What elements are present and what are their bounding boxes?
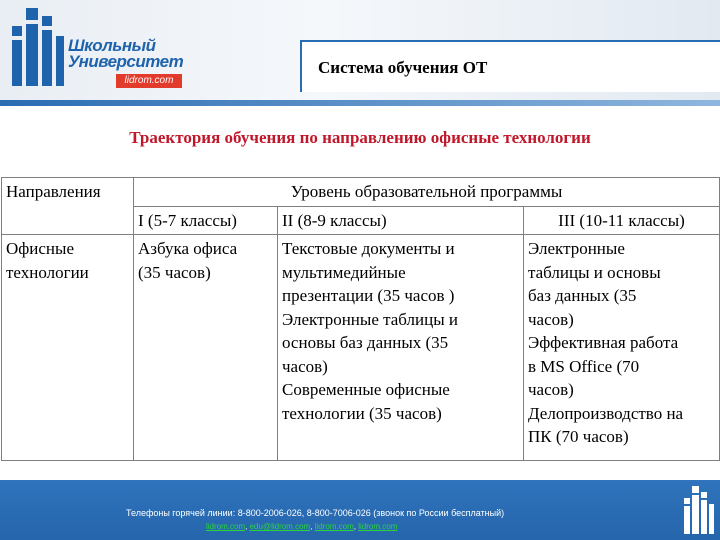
text-line: Эффективная работа: [528, 333, 679, 352]
text-line: Офисные: [6, 239, 74, 258]
text-line: часов): [528, 309, 574, 329]
logo-line-2: Университет: [68, 52, 184, 71]
text-line: Современные офисные: [282, 380, 450, 399]
header-direction: Направления: [2, 178, 134, 235]
system-title: Система обучения ОТ: [318, 58, 488, 77]
logo-domain: lidrom.com: [116, 74, 182, 88]
text-line: мультимедийные: [282, 262, 406, 282]
cell-level-3: [524, 235, 720, 461]
footer-links: [206, 522, 397, 531]
header-accent-line: [0, 100, 720, 106]
page-subtitle: Траектория обучения по направлению офисные технологии: [129, 128, 591, 147]
footer-link[interactable]: lidrom.com: [206, 522, 246, 531]
logo-squares-icon: [8, 6, 68, 92]
cell-level-1: [134, 235, 278, 461]
text-line: Делопроизводство на: [528, 403, 684, 423]
footer-sep: ,: [353, 522, 357, 531]
text-line: Электронные: [528, 239, 625, 258]
header-level-2: II (8-9 классы): [278, 206, 524, 235]
footer-link[interactable]: lidrom.com: [314, 522, 354, 531]
footer-phones: Телефоны горячей линии: 8-800-2006-026, 8-800-7006-026 (звонок по России бесплатный): [126, 508, 505, 518]
text-line: Текстовые документы и: [282, 239, 455, 258]
text-line: в MS Office (70: [528, 356, 640, 376]
footer-sep: ,: [310, 522, 313, 531]
text-line: основы баз данных (35: [282, 333, 449, 352]
header-level-group: Уровень образовательной программы: [134, 178, 720, 207]
footer: [0, 480, 720, 540]
table-header-row-1: [2, 178, 720, 207]
text-line: часов): [282, 356, 328, 376]
text-line: таблицы и основы: [528, 262, 661, 282]
cell-level-2: [278, 235, 524, 461]
learning-trajectory-table: [1, 177, 720, 461]
footer-link[interactable]: edu@lidrom.com: [249, 522, 311, 531]
header-level-3: III (10-11 классы): [524, 206, 720, 235]
footer-sep: ,: [245, 522, 248, 531]
text-line: Электронные таблицы и: [282, 309, 458, 329]
text-line: ПК (70 часов): [528, 427, 629, 446]
table-row: [2, 235, 720, 461]
text-line: технологии: [6, 262, 89, 282]
text-line: Азбука офиса: [138, 239, 238, 258]
logo-line-1: Школьный: [68, 36, 156, 55]
text-line: часов): [528, 380, 574, 399]
system-title-box: [300, 40, 720, 92]
logo-title: [68, 38, 186, 70]
header: [0, 0, 720, 100]
header-level-1: I (5-7 классы): [134, 206, 278, 235]
cell-direction: [2, 235, 134, 461]
footer-logo-icon: [682, 484, 716, 536]
text-line: презентации (35 часов ): [282, 286, 455, 305]
text-line: технологии (35 часов): [282, 403, 442, 423]
footer-link[interactable]: lidrom.com: [358, 522, 398, 531]
text-line: (35 часов): [138, 262, 211, 282]
school-university-logo: [8, 6, 184, 92]
text-line: баз данных (35: [528, 286, 637, 305]
